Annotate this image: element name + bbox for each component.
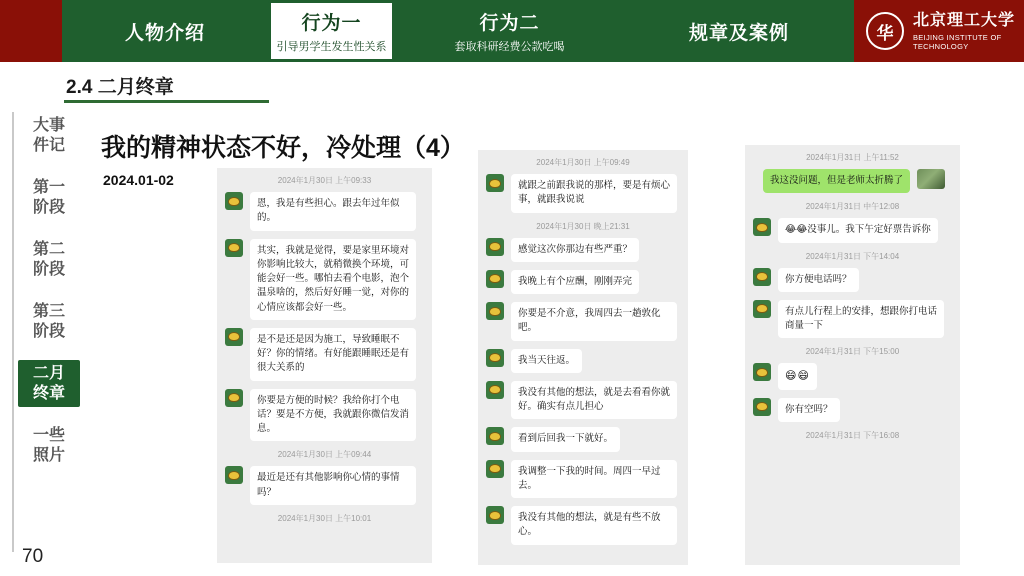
chat-message-text: 就跟之前跟我说的那样，要是有烦心事，就跟我说说 xyxy=(518,180,671,206)
avatar-face-icon xyxy=(489,385,501,394)
chat-timestamp: 2024年1月30日 上午10:01 xyxy=(277,513,372,523)
chat-bubble-incoming[interactable] xyxy=(778,268,859,292)
sidebar-item-label: 阶段 xyxy=(32,260,65,278)
chat-message-row xyxy=(217,328,432,381)
chat-bubble-incoming[interactable] xyxy=(778,300,944,339)
avatar xyxy=(486,506,504,524)
avatar-face-icon xyxy=(228,471,240,480)
avatar-face-icon xyxy=(228,332,240,341)
chat-message-row xyxy=(478,349,688,373)
chat-message-text: 最近是还有其他影响你心情的事情吗？ xyxy=(257,472,400,498)
chat-message-text: 你有空吗？ xyxy=(785,403,833,415)
avatar-face-icon xyxy=(489,274,501,283)
sidebar-item-label: 照片 xyxy=(32,446,65,464)
chat-message-row xyxy=(478,427,688,451)
chat-message-text: 是不是还是因为施工，导致睡眠不好？你的情绪。有好能跟睡眠还是有很大关系的 xyxy=(257,333,410,374)
top-navigation-bar xyxy=(0,0,1024,62)
chat-message-row xyxy=(478,302,688,341)
chat-message-text: 有点儿行程上的安排，想跟你打电话商量一下 xyxy=(785,305,938,331)
chat-bubble-incoming[interactable] xyxy=(250,239,416,320)
nav-tab-title: 行为二 xyxy=(479,13,540,34)
chat-message-row xyxy=(745,169,960,193)
chat-screenshot-1 xyxy=(217,168,432,563)
avatar-face-icon xyxy=(228,197,240,206)
chat-message-text: 你要是不介意，我周四去一趟敦化吧。 xyxy=(518,308,661,334)
avatar xyxy=(486,238,504,256)
nav-tab-subtitle: 套取科研经费公款吃喝 xyxy=(454,41,565,53)
chat-message-text: 😂😂没事儿。我下午定好票告诉你 xyxy=(785,224,931,236)
chat-message-row xyxy=(745,300,960,339)
avatar xyxy=(486,381,504,399)
chat-message-row xyxy=(745,268,960,292)
avatar-face-icon xyxy=(756,223,768,232)
chat-message-text: 其实，我就是觉得，要是家里环境对你影响比较大，就稍微换个环境，可能会好一些。哪怕去看个电影，泡个温泉啥的，然后好好睡一觉，对你的心情应该都会好一些。 xyxy=(257,244,410,313)
university-name-cn: 北京理工大学 xyxy=(913,11,1016,29)
nav-tab-title: 规章及案例 xyxy=(688,22,789,44)
chat-timestamp: 2024年1月31日 中午12:08 xyxy=(805,202,900,212)
chat-message-text: 我当天往返。 xyxy=(518,354,576,366)
sidebar-item-1[interactable] xyxy=(18,174,80,221)
sidebar-divider xyxy=(12,112,14,552)
avatar xyxy=(225,389,243,407)
chat-timestamp: 2024年1月30日 上午09:33 xyxy=(277,176,372,185)
page-title: 我的精神状态不好，冷处理（4） xyxy=(101,134,465,162)
chat-bubble-incoming[interactable] xyxy=(778,218,938,242)
chat-message-text: 我没有其他的想法，就是有些不放心。 xyxy=(518,512,661,538)
chat-timestamp: 2024年1月30日 晚上21:31 xyxy=(536,221,630,231)
avatar-face-icon xyxy=(228,393,240,402)
sidebar-item-label: 件记 xyxy=(32,136,65,154)
chat-message-row xyxy=(745,398,960,422)
sidebar-item-label: 第三 xyxy=(32,303,65,321)
chat-bubble-incoming[interactable] xyxy=(250,328,416,381)
sidebar-item-0[interactable] xyxy=(18,112,80,159)
avatar-face-icon xyxy=(756,402,768,411)
avatar xyxy=(753,300,771,318)
avatar-face-icon xyxy=(489,464,501,473)
chat-message-text: 😄😄 xyxy=(785,370,810,383)
sidebar-item-2[interactable] xyxy=(18,236,80,283)
avatar xyxy=(225,466,243,484)
chat-bubble-incoming[interactable] xyxy=(250,466,416,505)
chat-message-row xyxy=(478,381,688,420)
chat-bubble-incoming[interactable] xyxy=(511,381,677,420)
avatar xyxy=(486,302,504,320)
chat-message-row xyxy=(217,389,432,442)
avatar xyxy=(225,239,243,257)
section-title: 2.4 二月终章 xyxy=(66,77,174,98)
chat-message-row xyxy=(217,192,432,231)
sidebar-item-label: 一些 xyxy=(32,427,65,445)
chat-timestamp: 2024年1月31日 上午11:52 xyxy=(806,153,899,162)
chat-bubble-incoming[interactable] xyxy=(511,460,677,499)
avatar xyxy=(486,349,504,367)
chat-message-text: 我晚上有个应酬，刚刚弄完 xyxy=(518,275,633,287)
avatar-face-icon xyxy=(489,179,501,188)
chat-bubble-incoming[interactable] xyxy=(250,389,416,442)
nav-tab-behavior-two[interactable] xyxy=(395,0,624,62)
chat-timestamp: 2024年1月31日 下午15:00 xyxy=(805,347,900,357)
sidebar-item-label: 终章 xyxy=(32,384,65,402)
chat-bubble-incoming[interactable] xyxy=(511,506,677,545)
chat-message-text: 恩，我是有些担心。跟去年过年似的。 xyxy=(257,198,400,224)
nav-tab-characters[interactable] xyxy=(62,0,268,62)
chat-bubble-incoming[interactable] xyxy=(511,270,639,294)
sidebar-item-3[interactable] xyxy=(18,298,80,345)
sidebar-item-5[interactable] xyxy=(18,422,80,469)
chat-timestamp: 2024年1月31日 下午16:08 xyxy=(805,431,900,440)
nav-tab-title: 人物介绍 xyxy=(124,22,205,44)
section-title-underline xyxy=(64,100,269,103)
avatar xyxy=(486,174,504,192)
sidebar-item-label: 二月 xyxy=(32,365,65,383)
avatar xyxy=(486,270,504,288)
chat-bubble-outgoing[interactable] xyxy=(763,169,910,193)
chat-timestamp: 2024年1月30日 上午09:49 xyxy=(536,158,630,167)
chat-message-row xyxy=(745,363,960,390)
avatar-face-icon xyxy=(756,368,768,377)
chat-bubble-incoming[interactable] xyxy=(511,174,677,213)
chat-message-row xyxy=(478,460,688,499)
chat-bubble-incoming[interactable] xyxy=(511,302,677,341)
chat-message-text: 你要是方便的时候？我给你打个电话？要是不方便，我就跟你微信发消息。 xyxy=(257,394,410,434)
university-emblem-icon: 华 xyxy=(866,12,904,50)
avatar-face-icon xyxy=(489,511,501,520)
sidebar-item-label: 第一 xyxy=(32,179,65,197)
chat-message-row xyxy=(478,238,688,262)
chat-bubble-incoming[interactable] xyxy=(511,349,582,373)
avatar xyxy=(753,268,771,286)
avatar-face-icon xyxy=(756,304,768,313)
avatar xyxy=(753,218,771,236)
avatar xyxy=(225,328,243,346)
avatar xyxy=(486,427,504,445)
chat-bubble-incoming[interactable] xyxy=(250,192,416,231)
chat-timestamp: 2024年1月31日 下午14:04 xyxy=(805,251,900,261)
chat-message-row xyxy=(478,506,688,545)
chat-message-row xyxy=(478,174,688,213)
avatar xyxy=(225,192,243,210)
nav-left-accent xyxy=(0,0,62,62)
nav-tab-subtitle: 引导男学生发生性关系 xyxy=(276,41,387,53)
chat-bubble-incoming[interactable] xyxy=(778,363,817,390)
chat-message-text: 我没有其他的想法，就是去看看你就好。确实有点儿担心 xyxy=(518,386,671,412)
chat-message-text: 你方便电话吗？ xyxy=(785,273,852,285)
nav-tab-behavior-one[interactable] xyxy=(268,0,395,62)
avatar-face-icon xyxy=(489,307,501,316)
university-logo xyxy=(854,0,1024,62)
chat-timestamp: 2024年1月30日 上午09:44 xyxy=(277,450,372,460)
chat-screenshot-3 xyxy=(745,145,960,565)
sidebar-item-label: 阶段 xyxy=(32,322,65,340)
sidebar-item-label: 大事 xyxy=(32,117,65,134)
sidebar-item-4[interactable] xyxy=(18,360,80,407)
nav-tab-regulations[interactable] xyxy=(624,0,854,62)
avatar xyxy=(486,460,504,478)
chat-message-text: 感觉这次你那边有些严重？ xyxy=(518,243,633,255)
avatar-face-icon xyxy=(489,353,501,362)
chat-message-text: 看到后回我一下就好。 xyxy=(518,433,614,445)
chat-message-row xyxy=(217,466,432,505)
chat-message-row xyxy=(217,239,432,320)
page-date-range: 2024.01-02 xyxy=(103,172,174,188)
avatar-face-icon xyxy=(756,272,768,281)
chat-bubble-incoming[interactable] xyxy=(778,398,840,422)
chat-message-row xyxy=(478,270,688,294)
nav-tab-title: 行为一 xyxy=(301,13,362,34)
chat-message-text: 我这没问题，但是老师太折腾了 xyxy=(769,175,903,186)
university-name-en: BEIJING INSTITUTE OF TECHNOLOGY xyxy=(913,32,1002,51)
avatar xyxy=(753,363,771,381)
image-attachment-thumbnail[interactable] xyxy=(917,169,945,189)
chat-screenshot-2 xyxy=(478,150,688,565)
chat-message-row xyxy=(745,218,960,242)
avatar-face-icon xyxy=(489,242,501,251)
avatar-face-icon xyxy=(489,432,501,441)
chat-bubble-incoming[interactable] xyxy=(511,427,620,451)
chat-bubble-incoming[interactable] xyxy=(511,238,639,262)
chat-message-text: 我调整一下我的时间。周四一早过去。 xyxy=(518,465,661,491)
sidebar-item-label: 阶段 xyxy=(32,198,65,216)
sidebar-item-label: 第二 xyxy=(32,241,65,259)
avatar xyxy=(753,398,771,416)
avatar-face-icon xyxy=(228,243,240,252)
sidebar xyxy=(18,112,80,484)
page-number: 70 xyxy=(22,546,44,567)
